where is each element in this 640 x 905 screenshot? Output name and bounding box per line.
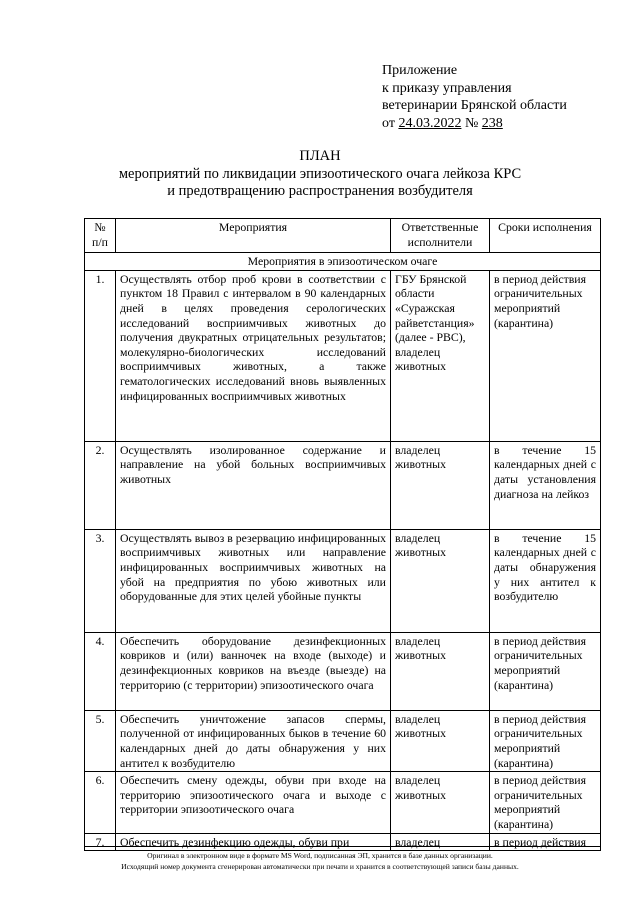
table-row <box>85 270 601 441</box>
appendix-line-3: ветеринарии Брянской области <box>382 98 567 113</box>
table-row <box>85 772 601 833</box>
row-num: 5. <box>85 710 116 771</box>
table-row <box>85 529 601 632</box>
row-terms: в период действия <box>490 833 601 851</box>
row-measure: Обеспечить дезинфекцию одежды, обуви при <box>116 833 391 851</box>
footer-line-1: Оригинал в электронном виде в формате MS Word, подписанная ЭП, хранится в базе данных организации. <box>147 851 493 860</box>
row-responsible: владелец животных <box>391 710 490 771</box>
number-sign: № <box>461 115 482 131</box>
row-num: 4. <box>85 632 116 710</box>
row-responsible: ГБУ Брянской области «Суражская райветстанция» (далее - РВС), владелец животных <box>391 270 490 441</box>
appendix-order-line <box>382 115 567 133</box>
appendix-prefix: от <box>382 115 399 131</box>
table-row <box>85 441 601 529</box>
footer-line-2: Исходящий номер документа сгенерирован автоматически при печати и хранится в соответствующей записи базы данных. <box>121 862 519 871</box>
table-row <box>85 632 601 710</box>
row-terms: в период действия ограничительных мероприятий (карантина) <box>490 632 601 710</box>
plan-title-line-1: ПЛАН <box>299 148 341 164</box>
appendix-block <box>382 62 567 132</box>
table-row <box>85 710 601 771</box>
appendix-line-2: к приказу управления <box>382 80 512 96</box>
row-terms: в течение 15 календарных дней с даты обнаружения у них антител к возбудителю <box>490 529 601 632</box>
row-responsible: владелец <box>391 833 490 851</box>
row-num: 7. <box>85 833 116 851</box>
section-row <box>85 253 601 271</box>
row-num: 2. <box>85 441 116 529</box>
header-num: № п/п <box>85 219 116 253</box>
header-measure: Мероприятия <box>116 219 391 253</box>
header-terms: Сроки исполнения <box>490 219 601 253</box>
plan-title-line-2: мероприятий по ликвидации эпизоотического очага лейкоза КРС <box>118 165 522 182</box>
row-measure: Осуществлять вывоз в резервацию инфицированных восприимчивых животных или направление инфицированных восприимчивых животных на убой на предприятия по убою животных или оборудованные для этих целей убойные пункты <box>116 529 391 632</box>
row-terms: в период действия ограничительных мероприятий (карантина) <box>490 710 601 771</box>
row-measure: Осуществлять отбор проб крови в соответствии с пунктом 18 Правил с интервалом в 90 календарных дней в целях проведения серологических исследований восприимчивых животных до получения двукратных отрицательных результатов; молекулярно-биологических исследований восприимчивых животных, а также гематологических исследований вновь выявленных инфицированных восприимчивых животных <box>116 270 391 441</box>
table-row <box>85 833 601 851</box>
row-responsible: владелец животных <box>391 772 490 833</box>
plan-title-line-3: и предотвращению распространения возбудителя <box>167 183 473 199</box>
row-num: 1. <box>85 270 116 441</box>
section-title: Мероприятия в эпизоотическом очаге <box>85 253 601 271</box>
row-measure: Обеспечить оборудование дезинфекционных ковриков и (или) ванночек на входе (выходе) и дезинфекционных ковриков на въезде (выезде) на территорию (с территории) эпизоотического очага <box>116 632 391 710</box>
row-responsible: владелец животных <box>391 441 490 529</box>
row-num: 6. <box>85 772 116 833</box>
row-measure: Осуществлять изолированное содержание и направление на убой больных восприимчивых животных <box>116 441 391 529</box>
table-header-row <box>85 219 601 253</box>
header-responsible: Ответственные исполнители <box>391 219 490 253</box>
document-footer <box>0 850 640 872</box>
row-responsible: владелец животных <box>391 632 490 710</box>
row-terms: в период действия ограничительных мероприятий (карантина) <box>490 772 601 833</box>
row-measure: Обеспечить смену одежды, обуви при входе на территорию эпизоотического очага и выходе с территории эпизоотического очага <box>116 772 391 833</box>
footer-divider <box>84 846 600 847</box>
row-terms: в период действия ограничительных мероприятий (карантина) <box>490 270 601 441</box>
plan-table <box>84 218 601 851</box>
plan-title <box>0 148 640 201</box>
row-measure: Обеспечить уничтожение запасов спермы, полученной от инфицированных быков в течение 60 календарных дней до даты обнаружения у них антител к возбудителю <box>116 710 391 771</box>
row-terms: в течение 15 календарных дней с даты установления диагноза на лейкоз <box>490 441 601 529</box>
order-number: 238 <box>481 115 503 131</box>
row-responsible: владелец животных <box>391 529 490 632</box>
appendix-line-1: Приложение <box>382 63 458 78</box>
order-date: 24.03.2022 <box>398 115 462 131</box>
row-num: 3. <box>85 529 116 632</box>
